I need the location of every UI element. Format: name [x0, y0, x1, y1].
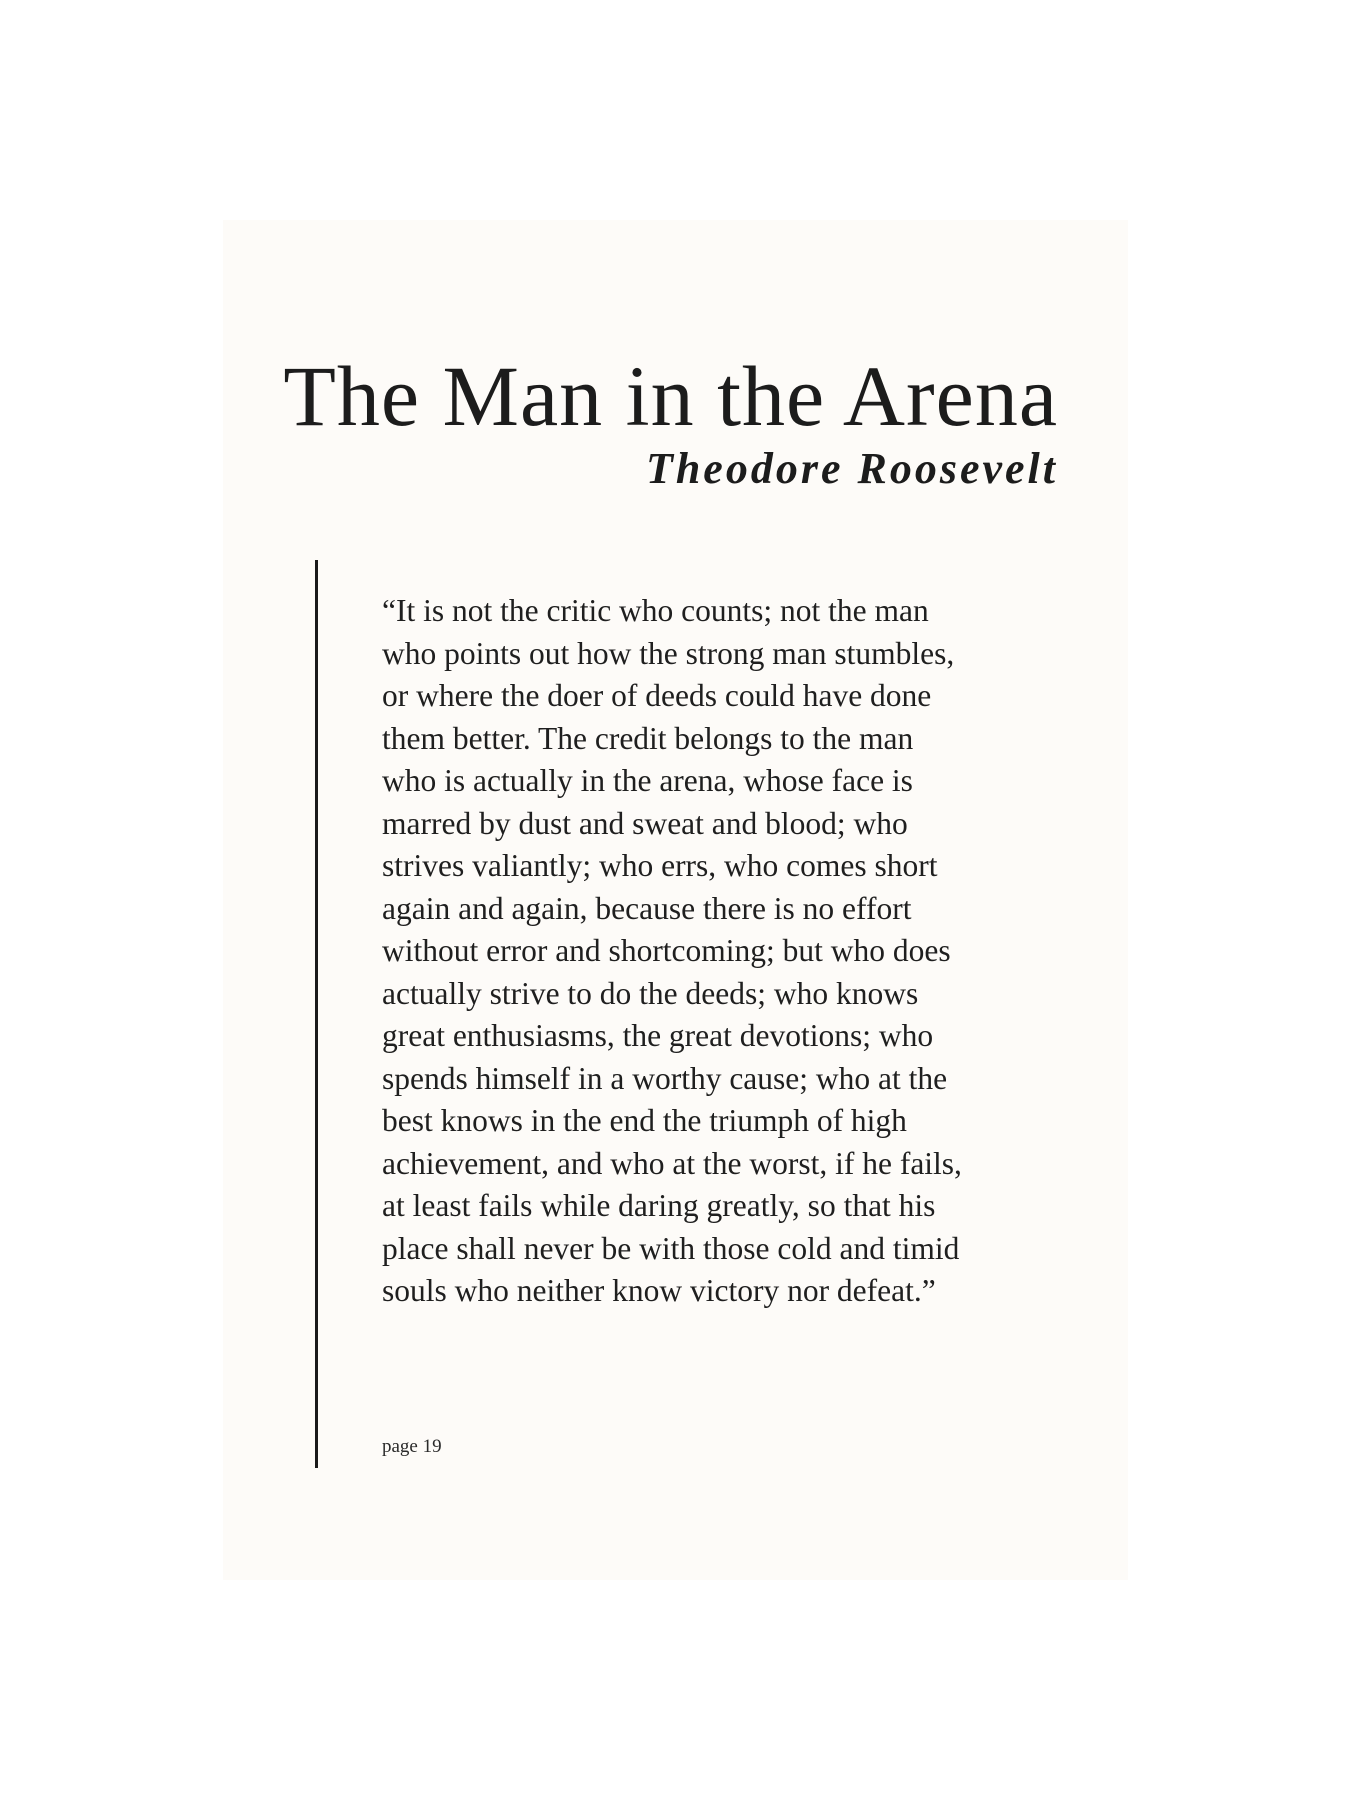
- quote-line: who points out how the strong man stumbles,: [382, 635, 955, 671]
- quote-line: “It is not the critic who counts; not the man: [382, 593, 929, 628]
- quote-line: spends himself in a worthy cause; who at the: [382, 1060, 948, 1096]
- quote-line: strives valiantly; who errs, who comes short: [382, 848, 938, 883]
- quote-line: again and again, because there is no effort: [382, 890, 912, 926]
- page-number: page 19: [382, 1436, 442, 1457]
- page-title: The Man in the Arena: [283, 348, 1058, 444]
- quote-line: great enthusiasms, the great devotions; who: [382, 1018, 934, 1053]
- quote-line: who is actually in the arena, whose face is: [382, 763, 913, 798]
- author-name: Theodore Roosevelt: [645, 444, 1058, 493]
- book-page: [223, 220, 1128, 1580]
- quote-line: place shall never be with those cold and timid: [382, 1230, 960, 1266]
- quote-line: or where the doer of deeds could have done: [382, 678, 932, 713]
- quote-line: them better. The credit belongs to the man: [382, 720, 914, 756]
- quote-line: best knows in the end the triumph of high: [382, 1103, 907, 1138]
- quote-line: actually strive to do the deeds; who knows: [382, 975, 919, 1011]
- quote-line: achievement, and who at the worst, if he fails,: [382, 1145, 962, 1181]
- vertical-rule: [315, 560, 318, 1468]
- quote-line: without error and shortcoming; but who does: [382, 933, 951, 968]
- quote-line: at least fails while daring greatly, so that his: [382, 1188, 936, 1223]
- quote-line: marred by dust and sweat and blood; who: [382, 805, 908, 841]
- quote-line: souls who neither know victory nor defeat.”: [382, 1273, 936, 1308]
- quote-body: [382, 590, 1082, 1313]
